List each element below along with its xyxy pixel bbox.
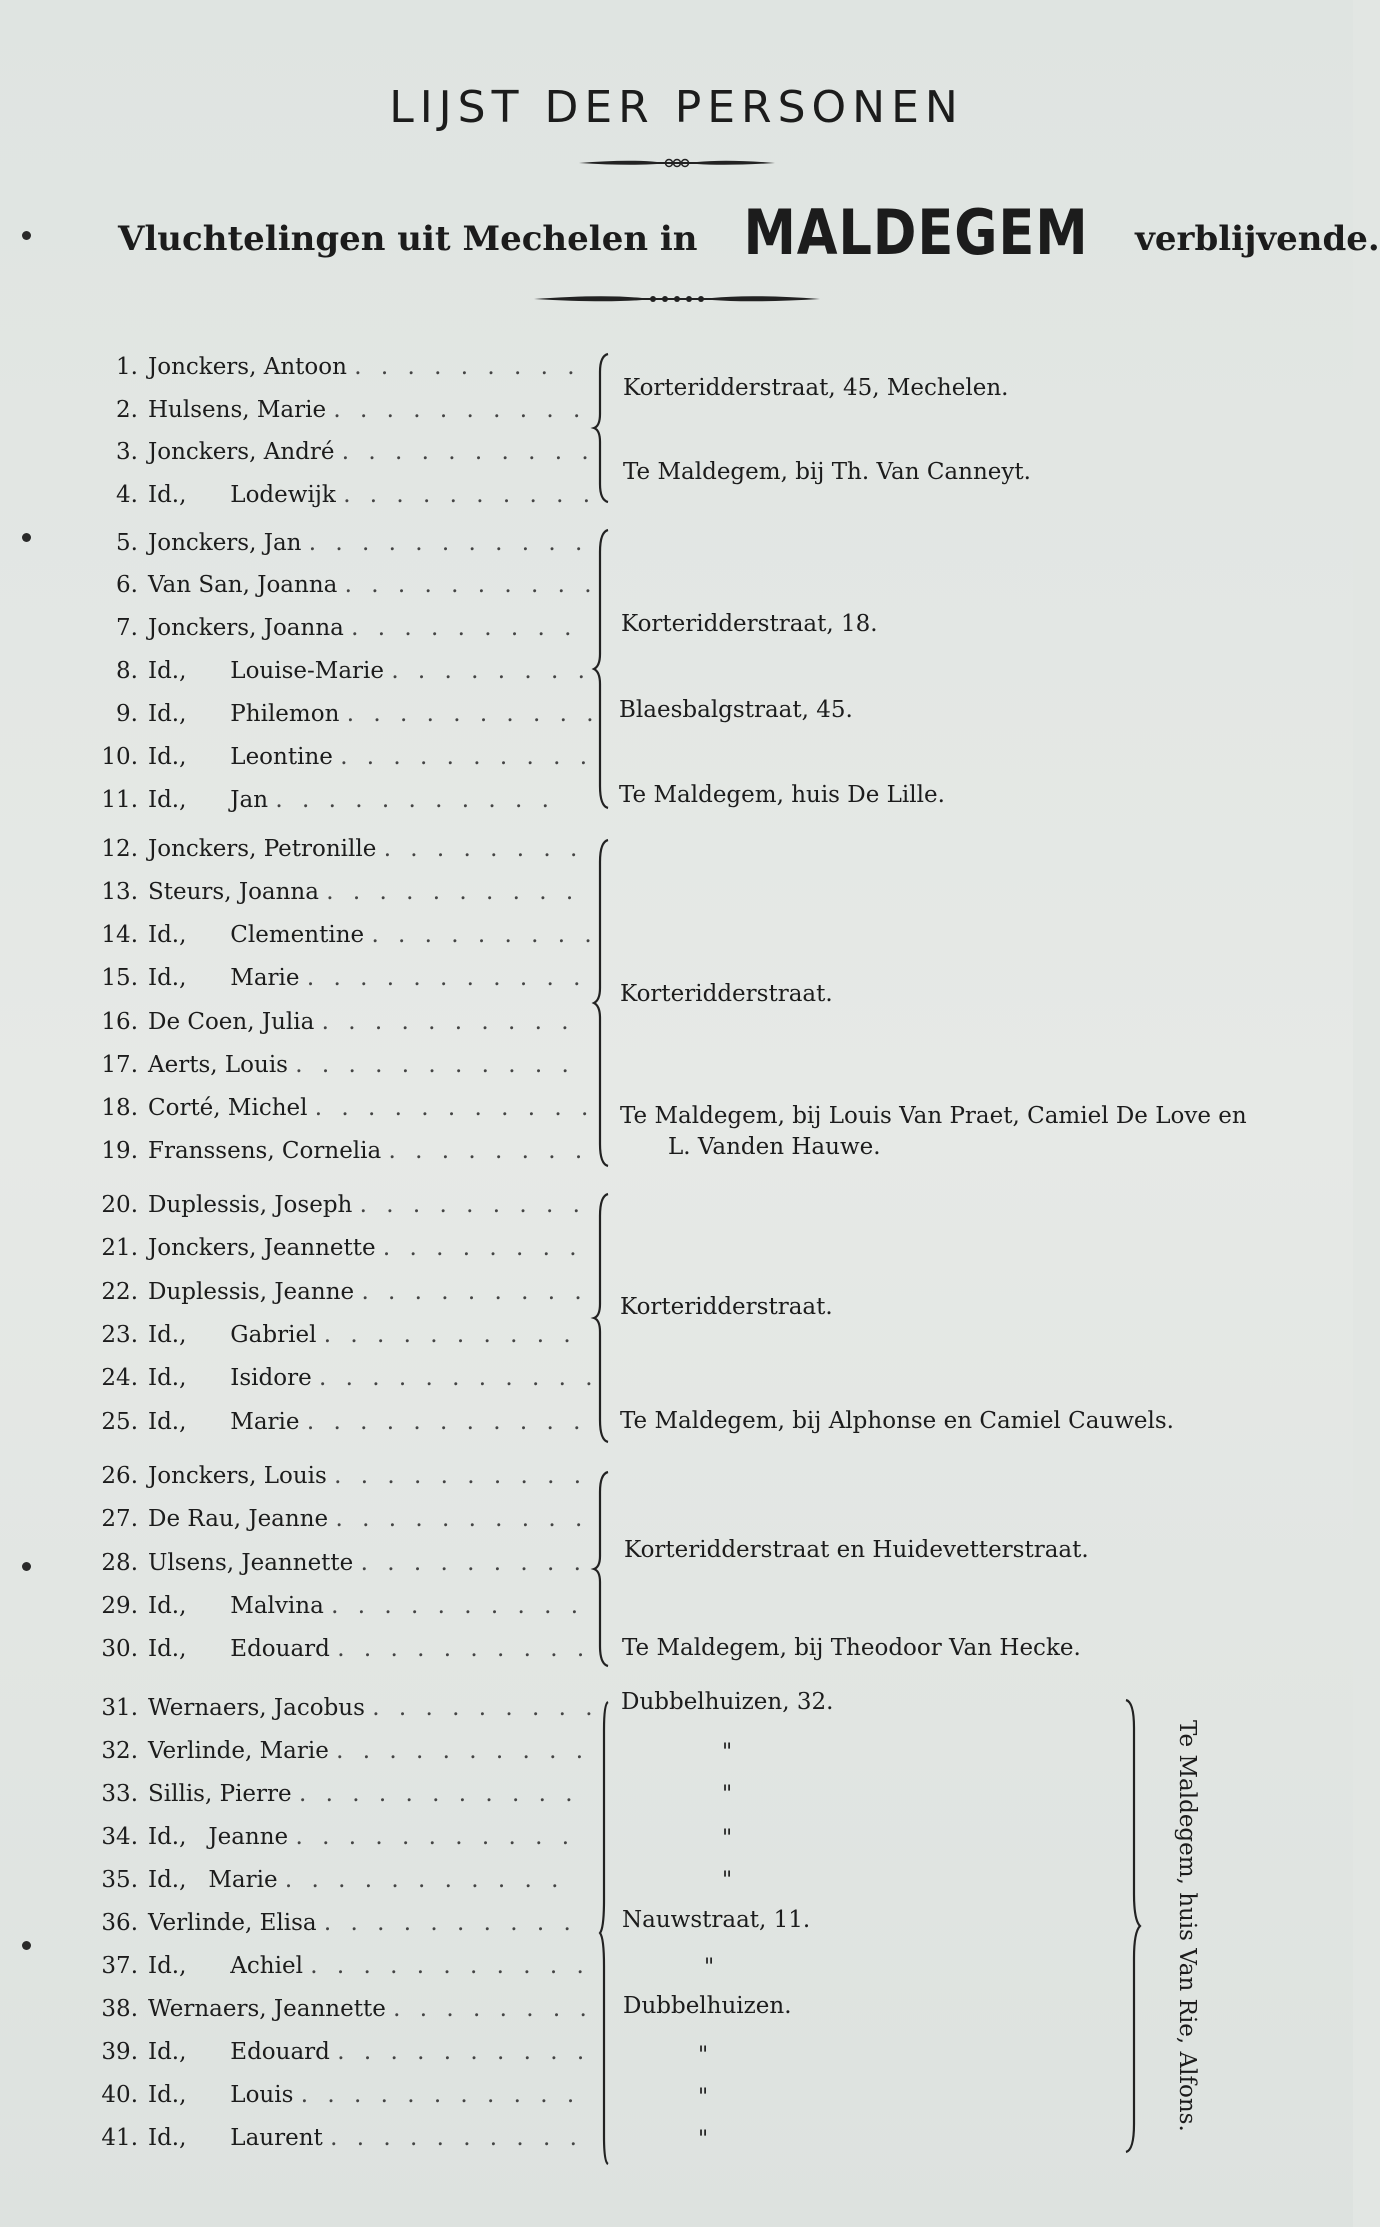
leader-dots: . . . . . . . . .	[354, 354, 581, 380]
group-brace	[590, 1470, 616, 1668]
person-name: Id., Jeanne	[148, 1824, 289, 1850]
person-name: Hulsens, Marie	[148, 397, 327, 423]
person-row	[90, 2118, 600, 2158]
person-row	[90, 1688, 600, 1728]
person-number: 10.	[101, 744, 138, 770]
leader-dots: . . . . . . . . . .	[340, 744, 594, 770]
leader-dots: . . . . . . . . .	[360, 1550, 587, 1576]
address-text: Blaesbalgstraat, 45.	[619, 697, 853, 723]
person-row	[90, 565, 600, 605]
leader-dots: . . . . . . . .	[383, 836, 584, 862]
person-row	[90, 1185, 600, 1225]
person-name: Steurs, Joanna	[148, 879, 319, 905]
person-name: Id., Achiel	[148, 1953, 303, 1979]
person-name: Id., Edouard	[148, 1636, 330, 1662]
person-row	[90, 1586, 600, 1626]
person-row	[90, 1499, 600, 1539]
person-name: Verlinde, Elisa	[148, 1910, 317, 1936]
leader-dots: . . . . . . . . . . .	[319, 1365, 599, 1391]
ornament-divider	[0, 291, 1353, 310]
subtitle	[118, 196, 1380, 269]
address-text: Dubbelhuizen.	[623, 1993, 792, 2019]
leader-dots: . . . . . . . . . . .	[300, 2082, 581, 2108]
leader-dots: . . . . . . . . . .	[326, 879, 580, 905]
person-name: Jonckers, Antoon	[148, 354, 347, 380]
person-number: 34.	[101, 1824, 138, 1850]
person-name: Id., Louis	[148, 2082, 294, 2108]
address-text: Te Maldegem, bij Th. Van Canneyt.	[623, 459, 1031, 485]
address-text: Te Maldegem, bij Alphonse en Camiel Cauwels.	[620, 1408, 1174, 1434]
address-text: Korteridderstraat.	[620, 1294, 833, 1320]
leader-dots: . . . . . . . .	[393, 1996, 593, 2022]
person-row	[90, 1774, 600, 1814]
person-number: 19.	[101, 1138, 138, 1164]
person-row	[90, 829, 600, 869]
person-row	[90, 347, 600, 387]
person-name: Id., Marie	[148, 1409, 300, 1435]
leader-dots: . . . . . . . . . .	[335, 1506, 589, 1532]
leader-dots: . . . . . . . . . . .	[308, 530, 589, 556]
person-row	[90, 432, 600, 472]
person-number: 5.	[116, 530, 138, 556]
person-number: 30.	[101, 1636, 138, 1662]
address-text: Nauwstraat, 11.	[622, 1907, 811, 1933]
ditto-mark: "	[722, 1826, 733, 1851]
group-brace	[590, 838, 616, 1168]
person-name: Aerts, Louis	[148, 1052, 288, 1078]
person-number: 38.	[101, 1996, 138, 2022]
person-number: 6.	[116, 572, 138, 598]
side-address: Te Maldegem, huis Van Rie, Alfons.	[1174, 1720, 1200, 2132]
leader-dots: . . . . . . . . . .	[337, 1636, 591, 1662]
person-number: 15.	[101, 965, 138, 991]
person-name: Duplessis, Jeanne	[148, 1279, 355, 1305]
person-number: 12.	[101, 836, 138, 862]
person-row	[90, 1629, 600, 1669]
person-row	[90, 1989, 600, 2029]
person-name: Ulsens, Jeannette	[148, 1550, 354, 1576]
person-number: 4.	[116, 482, 138, 508]
person-number: 28.	[101, 1550, 138, 1576]
person-number: 37.	[101, 1953, 138, 1979]
person-row	[90, 651, 600, 691]
person-name: Verlinde, Marie	[148, 1738, 329, 1764]
person-name: Id., Malvina	[148, 1593, 324, 1619]
person-name: De Coen, Julia	[148, 1009, 315, 1035]
person-row	[90, 694, 600, 734]
person-row	[90, 1543, 600, 1583]
person-name: Id., Clementine	[148, 922, 365, 948]
person-number: 7.	[116, 615, 138, 641]
person-number: 17.	[101, 1052, 138, 1078]
leader-dots: . . . . . . . . . .	[341, 439, 595, 465]
leader-dots: . . . . . . . . . .	[334, 1463, 588, 1489]
address-text: Korteridderstraat, 18.	[621, 611, 878, 637]
person-number: 16.	[101, 1009, 138, 1035]
punch-hole	[22, 1941, 31, 1950]
punch-hole	[22, 533, 31, 542]
leader-dots: . . . . . . . .	[388, 1138, 589, 1164]
subtitle-part1: Vluchtelingen uit Mechelen in	[118, 219, 698, 259]
person-number: 27.	[101, 1506, 138, 1532]
leader-dots: . . . . . . . . . .	[346, 701, 600, 727]
leader-dots: . . . . . . . .	[382, 1235, 583, 1261]
person-number: 2.	[116, 397, 138, 423]
person-name: De Rau, Jeanne	[148, 1506, 329, 1532]
person-number: 40.	[101, 2082, 138, 2108]
person-row	[90, 958, 600, 998]
person-row	[90, 1088, 600, 1128]
leader-dots: . . . . . . . . . .	[323, 1322, 577, 1348]
person-number: 21.	[101, 1235, 138, 1261]
person-name: Id., Louise-Marie	[148, 658, 384, 684]
ditto-mark: "	[698, 2043, 709, 2068]
group-brace	[594, 1700, 620, 2166]
punch-hole	[22, 1562, 31, 1571]
person-number: 22.	[101, 1279, 138, 1305]
person-row	[90, 1731, 600, 1771]
subtitle-part2: verblijvende.	[1135, 219, 1380, 259]
person-row	[90, 915, 600, 955]
ornament-divider	[0, 155, 1353, 174]
address-text: Korteridderstraat en Huidevetterstraat.	[624, 1537, 1089, 1563]
leader-dots: . . . . . . . . . . .	[298, 1781, 579, 1807]
leader-dots: . . . . . . . . . .	[344, 572, 598, 598]
person-name: Jonckers, Jeannette	[148, 1235, 376, 1261]
person-name: Id., Leontine	[148, 744, 333, 770]
leader-dots: . . . . . . . . . . .	[306, 965, 587, 991]
person-name: Duplessis, Joseph	[148, 1192, 353, 1218]
person-name: Franssens, Cornelia	[148, 1138, 382, 1164]
person-name: Sillis, Pierre	[148, 1781, 292, 1807]
punch-hole	[22, 231, 31, 240]
person-name: Van San, Joanna	[148, 572, 338, 598]
leader-dots: . . . . . . . . . .	[343, 482, 597, 508]
person-name: Wernaers, Jeannette	[148, 1996, 386, 2022]
address-text: Te Maldegem, bij Louis Van Praet, Camiel De Love en	[620, 1103, 1247, 1129]
person-name: Id., Gabriel	[148, 1322, 317, 1348]
ditto-mark: "	[722, 1782, 733, 1807]
person-name: Id., Lodewijk	[148, 482, 336, 508]
group-brace	[590, 352, 616, 504]
person-row	[90, 1402, 600, 1442]
person-number: 1.	[116, 354, 138, 380]
person-number: 29.	[101, 1593, 138, 1619]
leader-dots: . . . . . . . . . . .	[275, 787, 555, 813]
person-name: Jonckers, Jan	[148, 530, 302, 556]
person-number: 14.	[101, 922, 138, 948]
ditto-mark: "	[698, 2085, 709, 2110]
address-text: Dubbelhuizen, 32.	[621, 1689, 834, 1715]
address-text: L. Vanden Hauwe.	[668, 1134, 881, 1160]
person-number: 3.	[116, 439, 138, 465]
leader-dots: . . . . . . . . . . .	[295, 1052, 575, 1078]
person-name: Id., Jan	[148, 787, 269, 813]
person-name: Jonckers, Petronille	[148, 836, 377, 862]
person-row	[90, 1228, 600, 1268]
person-row	[90, 1456, 600, 1496]
ditto-mark: "	[704, 1955, 715, 1980]
person-name: Wernaers, Jacobus	[148, 1695, 365, 1721]
person-number: 33.	[101, 1781, 138, 1807]
person-number: 39.	[101, 2039, 138, 2065]
person-row	[90, 1903, 600, 1943]
person-row	[90, 1045, 600, 1085]
leader-dots: . . . . . . . . . .	[331, 1593, 585, 1619]
leader-dots: . . . . . . . .	[391, 658, 591, 684]
leader-dots: . . . . . . . . .	[351, 615, 578, 641]
leader-dots: . . . . . . . . . .	[330, 2125, 583, 2151]
ditto-mark: "	[722, 1868, 733, 1893]
person-name: Jonckers, André	[148, 439, 335, 465]
address-text: Te Maldegem, bij Theodoor Van Hecke.	[622, 1635, 1081, 1661]
leader-dots: . . . . . . . . .	[372, 1695, 599, 1721]
leader-dots: . . . . . . . . . . .	[310, 1953, 590, 1979]
person-number: 31.	[101, 1695, 138, 1721]
person-row	[90, 608, 600, 648]
leader-dots: . . . . . . . . . .	[336, 1738, 590, 1764]
address-text: Korteridderstraat, 45, Mechelen.	[623, 375, 1009, 401]
leader-dots: . . . . . . . . .	[359, 1192, 586, 1218]
person-row	[90, 390, 600, 430]
person-row	[90, 523, 600, 563]
leader-dots: . . . . . . . . . .	[323, 1910, 577, 1936]
group-brace	[590, 528, 616, 810]
leader-dots: . . . . . . . . . . .	[314, 1095, 595, 1121]
person-number: 41.	[101, 2125, 138, 2151]
subtitle-place: MALDEGEM	[743, 196, 1089, 269]
person-number: 24.	[101, 1365, 138, 1391]
leader-dots: . . . . . . . . . .	[321, 1009, 575, 1035]
leader-dots: . . . . . . . . . . .	[284, 1867, 565, 1893]
person-row	[90, 475, 600, 515]
person-number: 26.	[101, 1463, 138, 1489]
person-number: 20.	[101, 1192, 138, 1218]
page-title: LIJST DER PERSONEN	[389, 82, 964, 133]
person-name: Id., Edouard	[148, 2039, 330, 2065]
person-number: 13.	[101, 879, 138, 905]
person-number: 35.	[101, 1867, 138, 1893]
address-text: Te Maldegem, huis De Lille.	[619, 782, 945, 808]
person-row	[90, 1946, 600, 1986]
leader-dots: . . . . . . . . . .	[333, 397, 587, 423]
person-row	[90, 1315, 600, 1355]
group-brace	[590, 1192, 616, 1444]
person-row	[90, 737, 600, 777]
person-name: Id., Philemon	[148, 701, 340, 727]
person-row	[90, 1131, 600, 1171]
person-name: Id., Isidore	[148, 1365, 312, 1391]
person-row	[90, 1817, 600, 1857]
person-row	[90, 780, 600, 820]
leader-dots: . . . . . . . . . . .	[306, 1409, 587, 1435]
person-number: 11.	[101, 787, 138, 813]
ditto-mark: "	[722, 1740, 733, 1765]
leader-dots: . . . . . . . . .	[371, 922, 598, 948]
person-number: 18.	[101, 1095, 138, 1121]
person-number: 8.	[116, 658, 138, 684]
group-brace-right	[1122, 1698, 1146, 2154]
person-name: Jonckers, Louis	[148, 1463, 327, 1489]
person-row	[90, 872, 600, 912]
person-row	[90, 1002, 600, 1042]
leader-dots: . . . . . . . . . .	[337, 2039, 591, 2065]
leader-dots: . . . . . . . . .	[361, 1279, 588, 1305]
person-name: Jonckers, Joanna	[148, 615, 344, 641]
person-number: 32.	[101, 1738, 138, 1764]
address-text: Korteridderstraat.	[620, 981, 833, 1007]
person-number: 25.	[101, 1409, 138, 1435]
person-name: Id., Marie	[148, 1867, 278, 1893]
person-number: 9.	[116, 701, 138, 727]
person-row	[90, 1358, 600, 1398]
person-number: 23.	[101, 1322, 138, 1348]
person-number: 36.	[101, 1910, 138, 1936]
person-name: Id., Marie	[148, 965, 300, 991]
person-name: Corté, Michel	[148, 1095, 308, 1121]
person-row	[90, 1860, 600, 1900]
person-row	[90, 2075, 600, 2115]
person-name: Id., Laurent	[148, 2125, 323, 2151]
ditto-mark: "	[698, 2127, 709, 2152]
leader-dots: . . . . . . . . . . .	[295, 1824, 576, 1850]
person-row	[90, 1272, 600, 1312]
person-row	[90, 2032, 600, 2072]
